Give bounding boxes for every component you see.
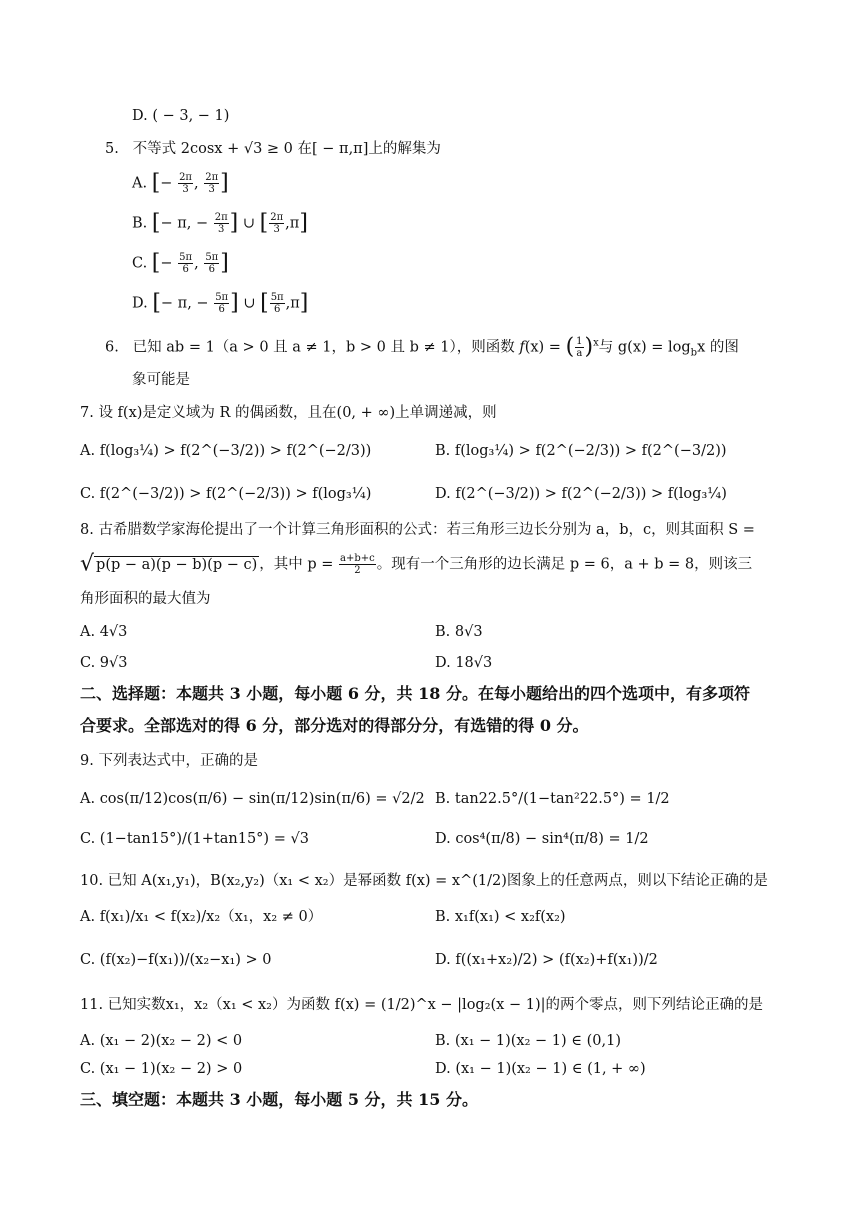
- q9-option-b: B. tan22.5°/(1−tan²22.5°) = 1/2: [435, 791, 670, 807]
- q8-option-c: C. 9√3: [80, 655, 128, 671]
- q11-option-b: B. (x₁ − 1)(x₂ − 1) ∈ (0,1): [435, 1033, 621, 1049]
- q9-option-a: A. cos(π/12)cos(π/6) − sin(π/12)sin(π/6) = √2/2: [80, 791, 425, 807]
- option-label: D.: [132, 295, 148, 312]
- q6-stem: 6. 已知 ab = 1（a > 0 且 a ≠ 1，b > 0 且 b ≠ 1），则函数 f(x) = ( $\frac{1}{a}$ )$^x$与 $g(x) = \log_bx$ 的图: [105, 334, 739, 360]
- q7-option-d: D. f(2^(−3/2)) > f(2^(−2/3)) > f(log₃¼): [435, 486, 727, 502]
- q8-option-b: B. 8√3: [435, 624, 483, 640]
- q11-option-a: A. (x₁ − 2)(x₂ − 2) < 0: [80, 1033, 243, 1049]
- q5-stem: [105, 139, 441, 159]
- q4-option-d: D. ( − 3, − 1): [132, 108, 230, 124]
- fraction: $\frac{a+b+c}{2}$: [340, 553, 375, 576]
- q10-stem: 10. 已知 A(x₁,y₁)，B(x₂,y₂)（x₁ < x₂）是幂函数 f(x) = x^(1/2)图象上的任意两点，则以下结论正确的是: [80, 873, 768, 889]
- q8-option-a: A. 4√3: [80, 624, 128, 640]
- q6-stem-line2: 象可能是: [132, 372, 190, 388]
- q5-option-d: D. [− π, − $\frac{5\pi}{6}$ ] ∪ [ $\frac{5\pi}{6}$ ,π]: [132, 290, 309, 316]
- q9-stem: 9. 下列表达式中，正确的是: [80, 753, 258, 769]
- fraction: $\frac{2\pi}{3}$: [179, 172, 192, 195]
- section2-heading-line2: 合要求。全部选对的得 6 分，部分选对的得部分分，有选错的得 0 分。: [80, 716, 589, 735]
- q7-option-c: C. f(2^(−3/2)) > f(2^(−2/3)) > f(log₃¼): [80, 486, 372, 502]
- section3-heading: 三、填空题：本题共 3 小题，每小题 5 分，共 15 分。: [80, 1090, 478, 1109]
- q11-stem: 11. 已知实数x₁，x₂（x₁ < x₂）为函数 f(x) = (1/2)^x − |log₂(x − 1)|的两个零点，则下列结论正确的是: [80, 997, 763, 1013]
- q5-number: 5.: [105, 141, 119, 157]
- fraction: $\frac{2\pi}{3}$: [205, 172, 219, 195]
- q5-option-b: B. [− π, − $\frac{2\pi}{3}$ ] ∪ [ $\frac{2\pi}{3}$ ,π]: [132, 210, 308, 236]
- q5-option-a: A. [− $\frac{2\pi}{3}$ , $\frac{2\pi}{3}$ ]: [132, 170, 229, 196]
- q8-stem-line2: √ p(p − a)(p − b)(p − c) ，其中 p = $\frac{a+b+c}{2}$ 。现有一个三角形的边长满足 p = 6，a + b = 8，则该三: [80, 551, 753, 577]
- q5-sqrt3: √3: [243, 141, 263, 157]
- minus-sign: −: [160, 175, 173, 192]
- q6-number: 6.: [105, 339, 119, 356]
- q7-stem: 7. 设 f(x)是定义域为 R 的偶函数，且在(0, + ∞)上单调递减，则: [80, 405, 497, 421]
- q10-option-a: A. f(x₁)/x₁ < f(x₂)/x₂（x₁，x₂ ≠ 0）: [80, 909, 323, 925]
- q10-option-c: C. (f(x₂)−f(x₁))/(x₂−x₁) > 0: [80, 952, 272, 968]
- q9-option-c: C. (1−tan15°)/(1+tan15°) = √3: [80, 831, 309, 847]
- q8-stem-line1: 8. 古希腊数学家海伦提出了一个计算三角形面积的公式：若三角形三边长分别为 a，b，c，则其面积 S =: [80, 522, 755, 538]
- q8-option-d: D. 18√3: [435, 655, 493, 671]
- q9-option-d: D. cos⁴(π/8) − sin⁴(π/8) = 1/2: [435, 831, 649, 847]
- q5-stem-a: 不等式 2cosx +: [132, 141, 244, 157]
- section2-heading: 二、选择题：本题共 3 小题，每小题 6 分，共 18 分。在每小题给出的四个选项中，有多项符: [80, 684, 750, 703]
- option-label: A.: [132, 175, 148, 192]
- fraction: $\frac{2\pi}{3}$: [214, 212, 228, 235]
- q10-option-b: B. x₁f(x₁) < x₂f(x₂): [435, 909, 566, 925]
- option-label: C.: [132, 255, 148, 272]
- q11-option-c: C. (x₁ − 1)(x₂ − 2) > 0: [80, 1061, 243, 1077]
- fraction: $\frac{2\pi}{3}$: [270, 212, 284, 235]
- q5-option-c: C. [− $\frac{5\pi}{6}$ , $\frac{5\pi}{6}$ ]: [132, 250, 229, 276]
- q5-stem-b: ≥ 0 在[ − π,π]上的解集为: [262, 141, 441, 157]
- q8-stem-line3: 角形面积的最大值为: [80, 591, 211, 607]
- fraction: $\frac{5\pi}{6}$: [179, 252, 193, 275]
- q7-option-a: A. f(log₃¼) > f(2^(−3/2)) > f(2^(−2/3)): [80, 443, 372, 459]
- q10-option-d: D. f((x₁+x₂)/2) > (f(x₂)+f(x₁))/2: [435, 952, 658, 968]
- fraction: $\frac{5\pi}{6}$: [215, 292, 229, 315]
- fraction: $\frac{5\pi}{6}$: [270, 292, 284, 315]
- fraction: $\frac{5\pi}{6}$: [205, 252, 219, 275]
- option-label: B.: [132, 215, 148, 232]
- q11-option-d: D. (x₁ − 1)(x₂ − 1) ∈ (1, + ∞): [435, 1061, 646, 1077]
- q7-option-b: B. f(log₃¼) > f(2^(−2/3)) > f(2^(−3/2)): [435, 443, 727, 459]
- fraction: $\frac{1}{a}$: [576, 336, 583, 359]
